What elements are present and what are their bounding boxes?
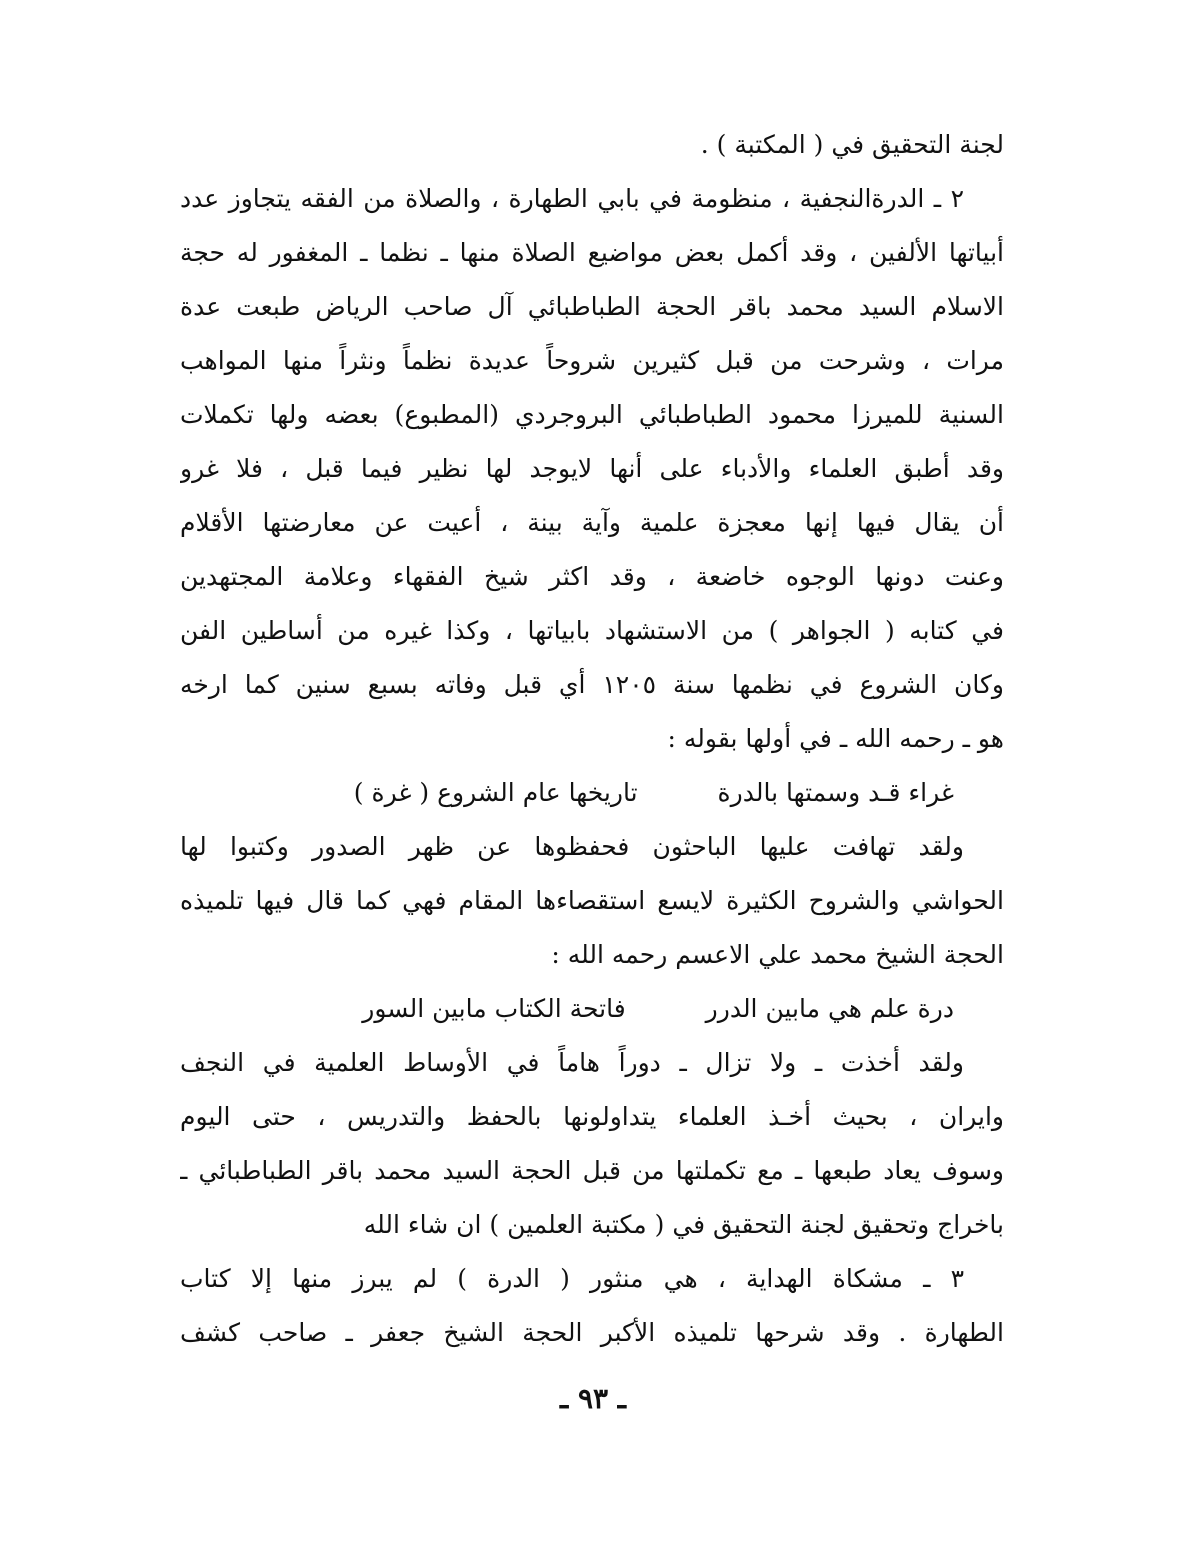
text-line-2: ٢ ـ الدرةالنجفية ، منظومة في بابي الطهارة ، والصلاة من الفقه يتجاوز عدد [180,184,964,213]
text-line-7: وقد أطبق العلماء والأدباء على أنها لايوجد لها نظير فيما قبل ، فلا غرو [180,454,1004,483]
verse-2-hemistich-2: فاتحة الكتاب مابين السور [362,994,626,1023]
text-line-12: هو ـ رحمه الله ـ في أولها بقوله : [667,724,1004,753]
verse-1-hemistich-2: تاريخها عام الشروع ( غرة ) [353,778,638,807]
poem-verse-1 [180,766,1004,820]
text-line-13: ولقد تهافت عليها الباحثون فحفظوها عن ظهر الصدور وكتبوا لها [180,832,964,861]
verse-1-hemistich-1: غراء قـد وسمتها بالدرة [717,778,954,807]
text-line-8: أن يقال فيها إنها معجزة علمية وآية بينة ، أعيت عن معارضتها الأقلام [180,508,1004,537]
poem-verse-2 [180,982,1004,1036]
text-line-9: وعنت دونها الوجوه خاضعة ، وقد اكثر شيخ الفقهاء وعلامة المجتهدين [180,562,1004,591]
text-line-1: لجنة التحقيق في ( المكتبة ) . [700,130,1004,159]
text-line-10: في كتابه ( الجواهر ) من الاستشهاد بابياتها ، وكذا غيره من أساطين الفن [180,616,1004,645]
verse-2-hemistich-1: درة علم هي مابين الدرر [705,994,954,1023]
text-line-17: وايران ، بحيث أخـذ العلماء يتداولونها بالحفظ والتدريس ، حتى اليوم [180,1102,1004,1131]
text-line-11: وكان الشروع في نظمها سنة ١٢٠٥ أي قبل وفاته بسبع سنين كما ارخه [180,670,1004,699]
text-line-3: أبياتها الألفين ، وقد أكمل بعض مواضيع الصلاة منها ـ نظما ـ المغفور له حجة [180,238,1004,267]
text-line-6: السنية للميرزا محمود الطباطبائي البروجردي (المطبوع) بعضه ولها تكملات [180,400,1004,429]
page-number: ـ ٩٣ ـ [560,1382,626,1415]
text-line-16: ولقد أخذت ـ ولا تزال ـ دوراً هاماً في الأوساط العلمية في النجف [180,1048,964,1077]
text-line-4: الاسلام السيد محمد باقر الحجة الطباطبائي آل صاحب الرياض طبعت عدة [180,292,1004,321]
text-line-15: الحجة الشيخ محمد علي الاعسم رحمه الله : [551,940,1004,969]
text-line-21: الطهارة . وقد شرحها تلميذه الأكبر الحجة الشيخ جعفر ـ صاحب كشف [180,1318,1004,1347]
body-text [180,118,1004,1360]
text-line-20: ٣ ـ مشكاة الهداية ، هي منثور ( الدرة ) لم يبرز منها إلا كتاب [180,1264,964,1293]
text-line-14: الحواشي والشروح الكثيرة لايسع استقصاءها المقام فهي كما قال فيها تلميذه [180,886,1004,915]
text-line-5: مرات ، وشرحت من قبل كثيرين شروحاً عديدة نظماً ونثراً منها المواهب [180,346,1004,375]
text-line-18: وسوف يعاد طبعها ـ مع تكملتها من قبل الحجة السيد محمد باقر الطباطبائي ـ [180,1156,1004,1185]
text-line-19: باخراج وتحقيق لجنة التحقيق في ( مكتبة العلمين ) ان شاء الله [363,1210,1004,1239]
